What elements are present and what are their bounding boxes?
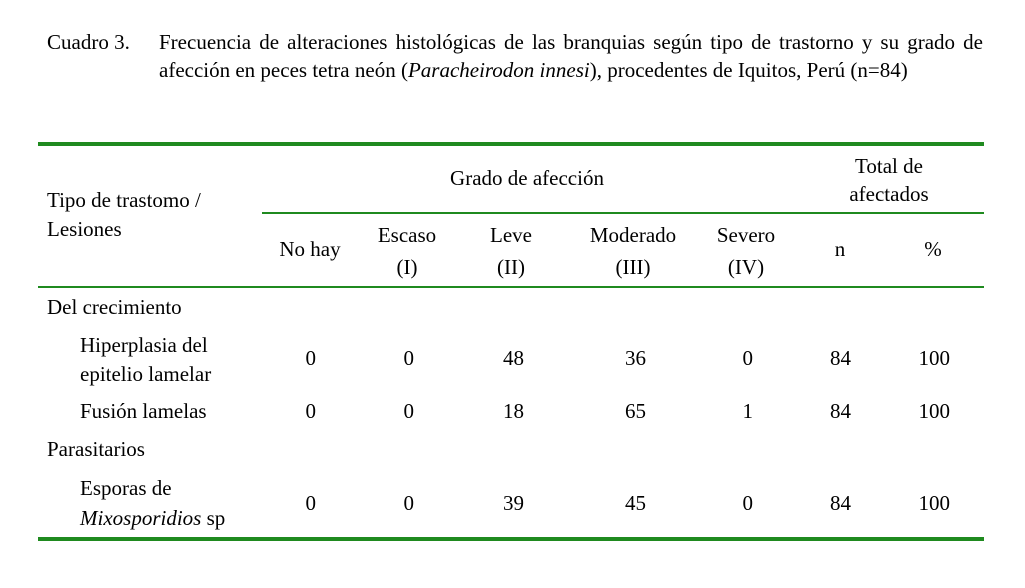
table-bottom-rule xyxy=(38,537,984,541)
col-header-moderado-grade: (III) xyxy=(615,255,651,279)
cell-severo: 0 xyxy=(742,491,753,515)
caption-text xyxy=(159,28,983,84)
table-top-rule xyxy=(38,142,984,146)
cell-pct: 100 xyxy=(918,346,950,370)
col-header-severo: Severo xyxy=(716,223,776,247)
col-header-moderado: Moderado xyxy=(589,223,677,247)
section-title-crecimiento: Del crecimiento xyxy=(47,295,182,319)
cell-pct: 100 xyxy=(918,491,950,515)
row-label-line2 xyxy=(80,503,225,533)
cell-leve: 18 xyxy=(503,399,524,423)
cell-severo: 0 xyxy=(742,346,753,370)
row-label-line1: Fusión lamelas xyxy=(80,399,207,423)
total-header-line2: afectados xyxy=(849,182,929,206)
cell-n: 84 xyxy=(830,491,851,515)
caption-text-post: ), procedentes de Iquitos, Perú (n=84) xyxy=(589,58,908,82)
caption-number: Cuadro 3. xyxy=(47,30,130,54)
row-label-header-line1: Tipo de trastomo / xyxy=(47,188,201,212)
col-header-severo-grade: (IV) xyxy=(727,255,765,279)
caption-species: Paracheirodon innesi xyxy=(407,58,590,82)
col-header-n: n xyxy=(834,237,846,261)
col-header-leve: Leve xyxy=(490,223,532,247)
cell-nohay: 0 xyxy=(305,399,316,423)
row-label-header-line2: Lesiones xyxy=(47,217,122,241)
col-header-escaso: Escaso xyxy=(377,223,437,247)
col-header-nohay: No hay xyxy=(279,237,341,261)
col-header-escaso-grade: (I) xyxy=(396,255,418,279)
cell-escaso: 0 xyxy=(403,399,414,423)
cell-moderado: 65 xyxy=(625,399,646,423)
row-label-line1: Esporas de xyxy=(80,476,172,500)
cell-leve: 48 xyxy=(503,346,524,370)
col-header-leve-grade: (II) xyxy=(497,255,525,279)
group-header-grado: Grado de afección xyxy=(450,166,604,190)
cell-nohay: 0 xyxy=(305,346,316,370)
row-label-italic: Mixosporidios xyxy=(80,506,202,530)
cell-n: 84 xyxy=(830,346,851,370)
cell-escaso: 0 xyxy=(403,491,414,515)
cell-pct: 100 xyxy=(918,399,950,423)
cell-moderado: 45 xyxy=(625,491,646,515)
section-title-parasitarios: Parasitarios xyxy=(47,437,145,461)
row-label-line2: epitelio lamelar xyxy=(80,362,212,386)
row-label-line1: Hiperplasia del xyxy=(80,333,208,357)
caption-text-pre: Frecuencia de alteraciones histológicas de las branquias según tipo de trastorno y su grado de afección en peces tetra neón ( xyxy=(159,30,983,82)
cell-severo: 1 xyxy=(742,399,753,423)
cell-moderado: 36 xyxy=(625,346,646,370)
cell-nohay: 0 xyxy=(305,491,316,515)
col-header-pct: % xyxy=(924,237,942,261)
row-label-rest: sp xyxy=(201,506,226,530)
cell-leve: 39 xyxy=(503,491,524,515)
cell-escaso: 0 xyxy=(403,346,414,370)
cell-n: 84 xyxy=(830,399,851,423)
group-header-rule xyxy=(262,212,984,214)
header-bottom-rule xyxy=(38,286,984,288)
total-header-line1: Total de xyxy=(855,154,923,178)
